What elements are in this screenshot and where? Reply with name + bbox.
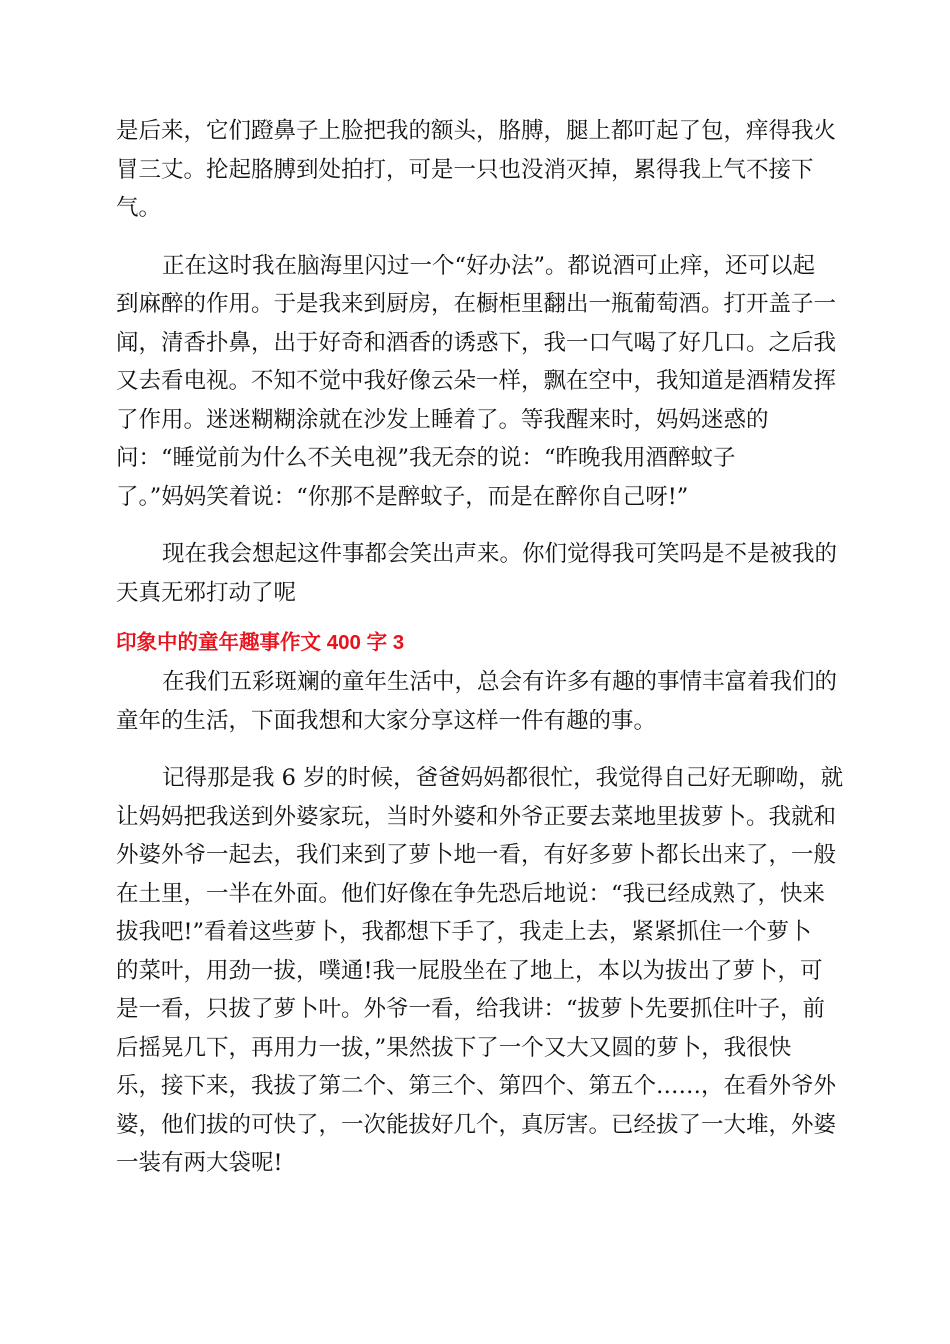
text-line: 冒三丈。抡起胳膊到处拍打，可是一只也没消灭掉，累得我上气不接下 — [116, 156, 814, 183]
paragraph-mosquito-bites — [116, 112, 836, 228]
text-line: 了。”妈妈笑着说：“你那不是醉蚊子，而是在醉你自己呀!” — [116, 483, 689, 510]
paragraph-laughing-memory — [116, 535, 836, 612]
paragraph-spacer — [116, 740, 836, 759]
text-line: 天真无邪打动了呢 — [116, 579, 297, 606]
text-line: 气。 — [116, 195, 162, 221]
text-line: 是后来，它们蹬鼻子上脸把我的额头，胳膊，腿上都叮起了包，痒得我火 — [116, 118, 837, 144]
paragraph-intro — [116, 663, 836, 740]
text-line: 的菜叶，用劲一拔，噗通!我一屁股坐在了地上，本以为拔出了萝卜，可 — [116, 957, 823, 984]
text-line: 婆，他们拔的可快了，一次能拔好几个，真厉害。已经拔了一大堆，外婆 — [116, 1111, 837, 1138]
text-line: 现在我会想起这件事都会笑出声来。你们觉得我可笑吗是不是被我的 — [162, 541, 838, 567]
paragraph-pulling-radishes — [116, 759, 844, 1183]
paragraph-spacer — [116, 516, 836, 535]
text-line: 又去看电视。不知不觉中我好像云朵一样，飘在空中，我知道是酒精发挥 — [116, 368, 837, 394]
text-line: 到麻醉的作用。于是我来到厨房，在橱柜里翻出一瓶葡萄酒。打开盖子一 — [116, 291, 837, 317]
text-line: 记得那是我 6 岁的时候，爸爸妈妈都很忙，我觉得自己好无聊呦，就 — [162, 765, 844, 791]
text-line: 在土里，一半在外面。他们好像在争先恐后地说：“我已经成熟了，快来 — [116, 880, 826, 907]
paragraph-spacer — [116, 228, 836, 247]
text-line: 拔我吧!”看着这些萝卜，我都想下手了，我走上去，紧紧抓住一个萝卜 — [116, 919, 812, 945]
text-line: 在我们五彩斑斓的童年生活中，总会有许多有趣的事情丰富着我们的 — [162, 669, 838, 695]
paragraph-wine-idea — [116, 247, 836, 517]
document-body — [116, 112, 844, 1183]
text-line: 正在这时我在脑海里闪过一个“好办法”。都说酒可止痒，还可以起 — [162, 252, 816, 279]
text-line: 后摇晃几下，再用力一拔，”果然拔下了一个又大又圆的萝卜，我很快 — [116, 1034, 792, 1061]
text-line: 让妈妈把我送到外婆家玩，当时外婆和外爷正要去菜地里拔萝卜。我就和 — [116, 803, 837, 830]
section-heading: 印象中的童年趣事作文 400 字 3 — [116, 631, 405, 654]
text-line: 一装有两大袋呢! — [116, 1150, 283, 1176]
text-line: 童年的生活，下面我想和大家分享这样一件有趣的事。 — [116, 707, 657, 734]
text-line: 外婆外爷一起去，我们来到了萝卜地一看，有好多萝卜都长出来了，一般 — [116, 842, 837, 868]
text-line: 是一看，只拔了萝卜叶。外爷一看，给我讲：“拔萝卜先要抓住叶子，前 — [116, 996, 826, 1022]
text-line: 了作用。迷迷糊糊涂就在沙发上睡着了。等我醒来时，妈妈迷惑的 — [116, 406, 769, 433]
text-line: 问：“睡觉前为什么不关电视”我无奈的说：“昨晚我用酒醉蚊子 — [116, 445, 736, 471]
text-line: 闻，清香扑鼻，出于好奇和酒香的诱惑下，我一口气喝了好几口。之后我 — [116, 329, 837, 356]
text-line: 乐，接下来，我拔了第二个、第三个、第四个、第五个……，在看外爷外 — [116, 1073, 837, 1099]
